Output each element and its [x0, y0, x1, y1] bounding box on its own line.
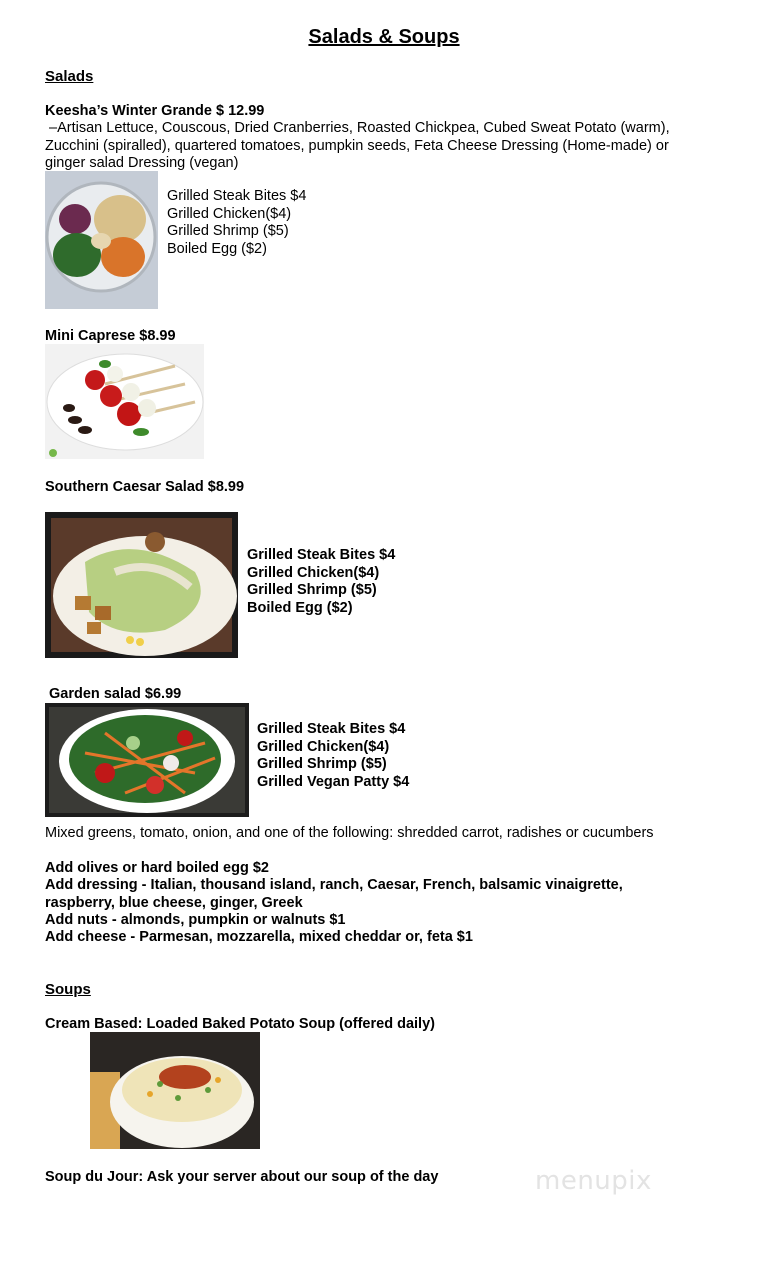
extra-item: Add nuts - almonds, pumpkin or walnuts $1	[45, 911, 346, 928]
addon-item: Boiled Egg ($2)	[247, 599, 353, 616]
mini-caprese-name: Mini Caprese $8.99	[45, 328, 176, 344]
garden-salad-photo	[45, 703, 249, 817]
garden-salad-name: Garden salad $6.99	[45, 686, 182, 702]
soup-du-jour: Soup du Jour: Ask your server about our soup of the day	[45, 1169, 439, 1185]
extra-item: raspberry, blue cheese, ginger, Greek	[45, 894, 303, 911]
garden-salad-addons	[257, 721, 409, 791]
addon-item: Grilled Chicken($4)	[247, 564, 380, 581]
addon-item: Grilled Shrimp ($5)	[167, 223, 289, 239]
garden-salad-description: Mixed greens, tomato, onion, and one of the following: shredded carrot, radishes or cucumbers	[45, 825, 654, 841]
cream-based-soup: Cream Based: Loaded Baked Potato Soup (offered daily)	[45, 1016, 435, 1032]
page-title: Salads & Soups	[308, 26, 460, 48]
extra-item: Add olives or hard boiled egg $2	[45, 860, 269, 876]
watermark: menupix	[535, 1166, 652, 1196]
extra-item: Add dressing - Italian, thousand island, ranch, Caesar, French, balsamic vinaigrette,	[45, 877, 623, 894]
salad-extras	[45, 860, 623, 946]
addon-item: Grilled Steak Bites $4	[167, 188, 307, 204]
addon-item: Grilled Steak Bites $4	[257, 721, 406, 737]
southern-caesar-photo	[45, 512, 238, 658]
addon-item: Grilled Chicken($4)	[257, 738, 390, 755]
soups-heading: Soups	[45, 981, 91, 998]
potato-soup-photo	[90, 1032, 260, 1149]
extra-item: Add cheese - Parmesan, mozzarella, mixed cheddar or, feta $1	[45, 929, 473, 946]
southern-caesar-addons	[247, 547, 395, 617]
southern-caesar-name: Southern Caesar Salad $8.99	[45, 479, 245, 495]
addon-item: Grilled Vegan Patty $4	[257, 773, 410, 790]
desc-line: –Artisan Lettuce, Couscous, Dried Cranberries, Roasted Chickpea, Cubed Sweat Potato (warm),	[45, 120, 670, 136]
desc-line: ginger salad Dressing (vegan)	[45, 155, 239, 171]
salads-heading: Salads	[45, 68, 94, 85]
addon-item: Grilled Shrimp ($5)	[257, 756, 387, 772]
winter-grande-addons	[167, 188, 306, 258]
winter-grande-name: Keesha’s Winter Grande $ 12.99	[45, 103, 265, 119]
winter-grande-description	[45, 120, 745, 173]
addon-item: Grilled Shrimp ($5)	[247, 582, 377, 598]
mini-caprese-photo	[45, 344, 204, 459]
addon-item: Boiled Egg ($2)	[167, 240, 267, 257]
winter-grande-photo	[45, 171, 158, 309]
addon-item: Grilled Chicken($4)	[167, 205, 292, 222]
addon-item: Grilled Steak Bites $4	[247, 547, 396, 563]
desc-line: Zucchini (spiralled), quartered tomatoes, pumpkin seeds, Feta Cheese Dressing (Home-made) or	[45, 137, 669, 154]
